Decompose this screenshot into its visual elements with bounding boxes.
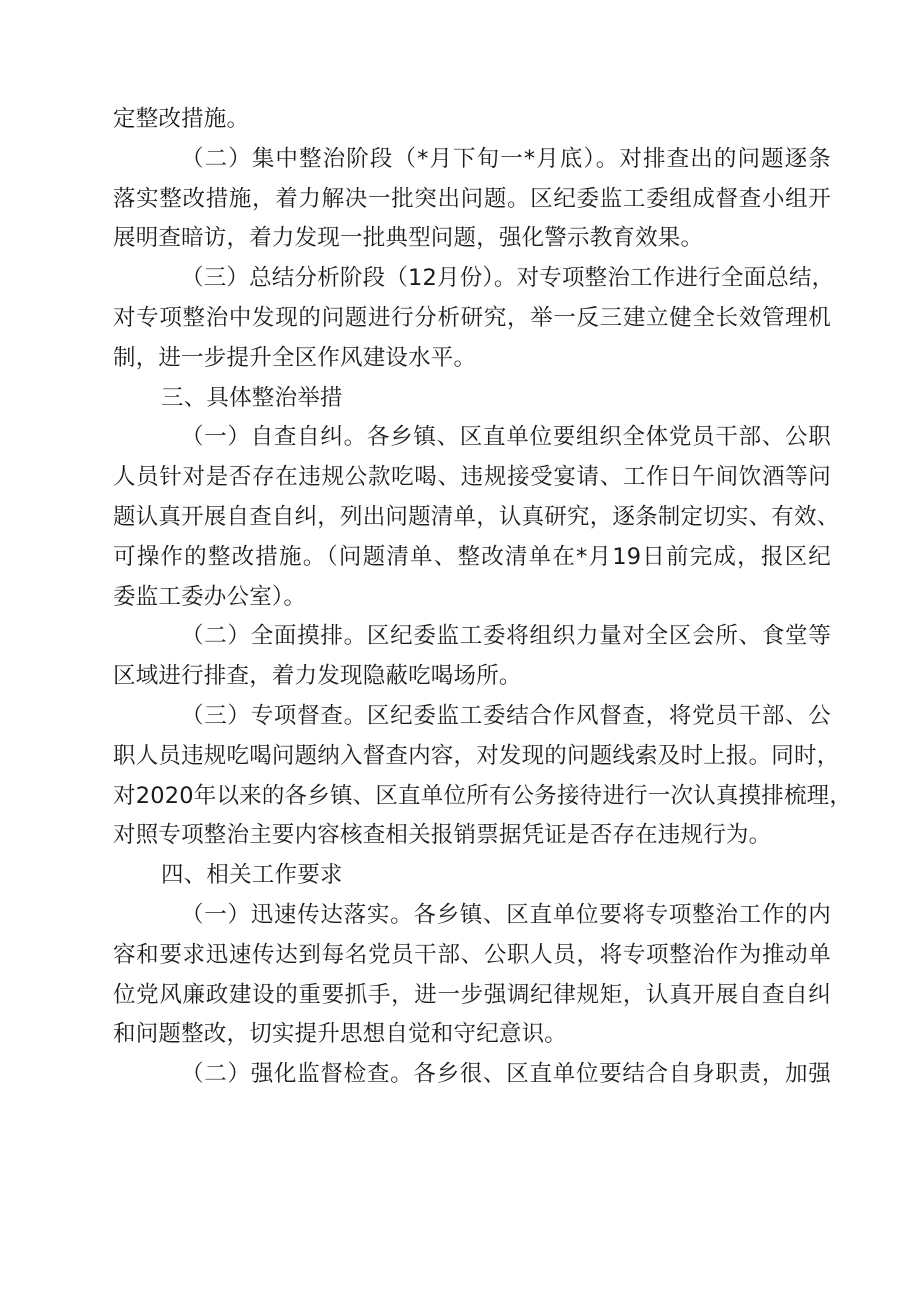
- text-line: 容和要求迅速传达到每名党员干部、公职人员，将专项整治作为推动单: [113, 941, 831, 968]
- text-line: 对照专项整治主要内容核查相关报销票据凭证是否存在违规行为。: [113, 822, 772, 849]
- text-line: 可操作的整改措施。（问题清单、整改清单在*月19日前完成，报区纪: [113, 543, 831, 570]
- text-line: 对专项整治中发现的问题进行分析研究，举一反三建立健全长效管理机: [113, 304, 831, 331]
- text-line: 位党风廉政建设的重要抓手，进一步强调纪律规矩，认真开展自查自纠: [113, 981, 831, 1008]
- text-line: （二）强化监督检查。各乡很、区直单位要结合自身职责，加强: [181, 1061, 831, 1088]
- section-heading: 四、相关工作要求: [161, 862, 343, 889]
- text-line: 职人员违规吃喝问题纳入督查内容，对发现的问题线索及时上报。同时，: [113, 742, 840, 769]
- text-line: 展明查暗访，着力发现一批典型问题，强化警示教育效果。: [113, 225, 704, 252]
- text-line: 委监工委办公室）。: [113, 583, 307, 610]
- text-line: （三）专项督查。区纪委监工委结合作风督查，将党员干部、公: [181, 702, 831, 729]
- text-line: 和问题整改，切实提升思想自觉和守纪意识。: [113, 1021, 568, 1048]
- text-line: 对2020年以来的各乡镇、区直单位所有公务接待进行一次认真摸排梳理，: [113, 782, 853, 809]
- text-line: （一）迅速传达落实。各乡镇、区直单位要将专项整治工作的内: [181, 901, 831, 928]
- section-heading: 三、具体整治举措: [161, 384, 343, 411]
- text-line: 人员针对是否存在违规公款吃喝、违规接受宴请、工作日午间饮酒等问: [113, 464, 831, 491]
- text-line: （二）集中整治阶段（*月下旬一*月底）。对排查出的问题逐条: [181, 145, 831, 172]
- text-line: 区域进行排查，着力发现隐蔽吃喝场所。: [113, 663, 522, 690]
- text-line: 落实整改措施，着力解决一批突出问题。区纪委监工委组成督查小组开: [113, 185, 831, 212]
- document-body: [113, 100, 853, 1095]
- text-line: （二）全面摸排。区纪委监工委将组织力量对全区会所、食堂等: [181, 623, 831, 650]
- text-line: 题认真开展自查自纠，列出问题清单，认真研究，逐条制定切实、有效、: [113, 503, 840, 530]
- text-line: 制，进一步提升全区作风建设水平。: [113, 344, 477, 371]
- text-line: （三）总结分析阶段（12月份）。对专项整治工作进行全面总结，: [181, 265, 835, 292]
- text-line: （一）自查自纠。各乡镇、区直单位要组织全体党员干部、公职: [181, 424, 831, 451]
- text-line: 定整改措施。: [113, 106, 250, 132]
